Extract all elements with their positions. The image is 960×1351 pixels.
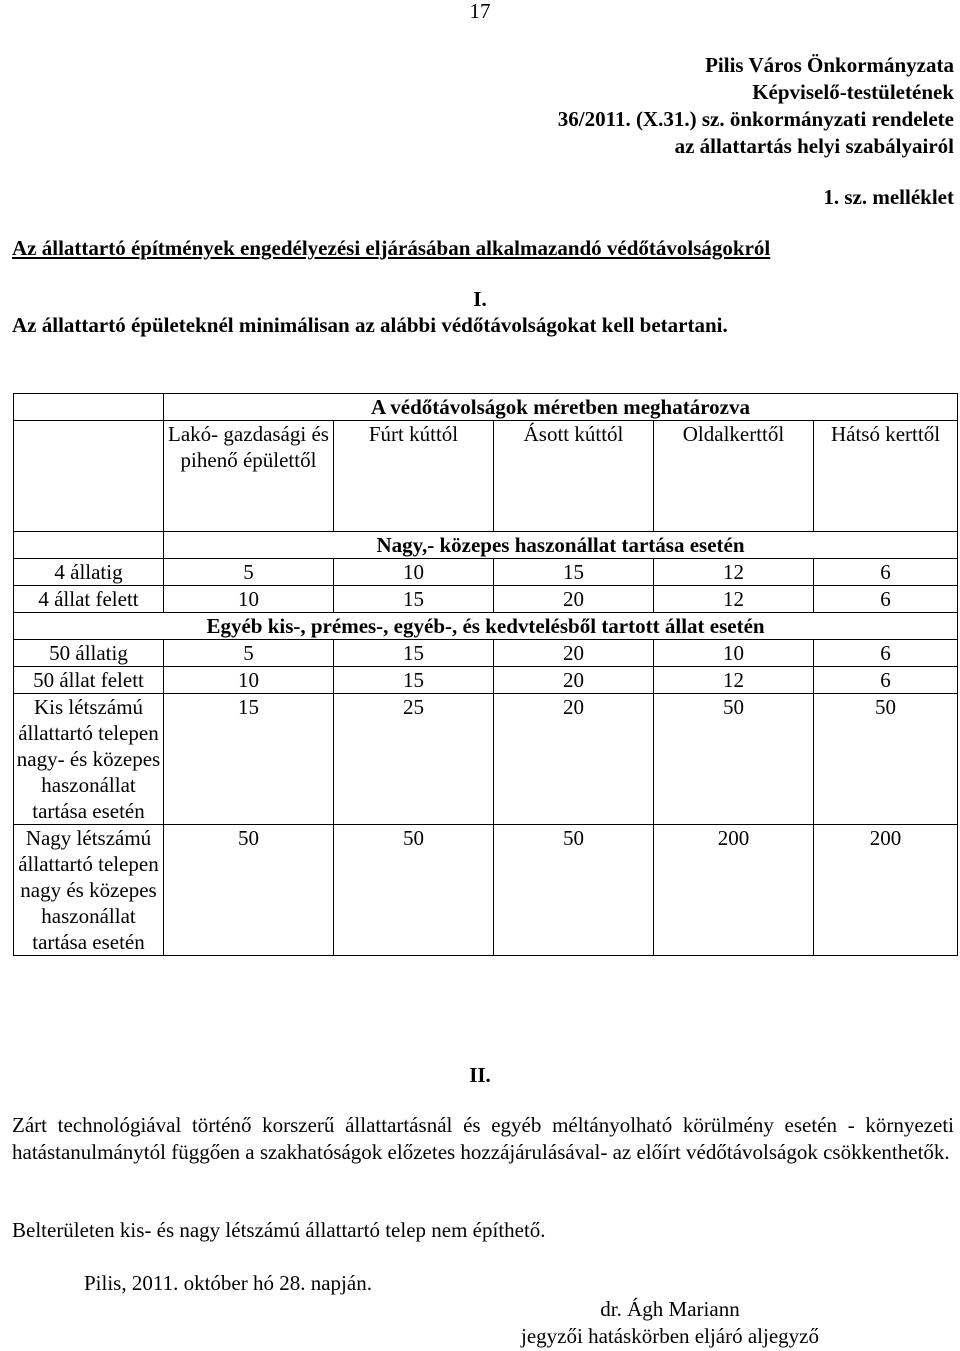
table-header-row [14, 394, 958, 421]
header-line-1: Pilis Város Önkormányzata [705, 53, 954, 77]
table-cell: 5 [164, 640, 334, 667]
table-cell: 20 [494, 694, 654, 825]
distance-table [13, 393, 958, 956]
table-cell: 200 [654, 825, 814, 956]
header-line-2: Képviselő-testületének [752, 80, 954, 104]
table-cell: 15 [334, 640, 494, 667]
group-2-title-row [14, 613, 958, 640]
empty-corner-cell [14, 394, 164, 421]
table-main-header: A védőtávolságok méretben meghatározva [164, 394, 958, 421]
section-2-number: II. [469, 1063, 491, 1087]
table-cell: 5 [164, 559, 334, 586]
section-1-number: I. [473, 287, 487, 311]
row-label: 50 állat felett [14, 667, 164, 694]
table-cell: 12 [654, 559, 814, 586]
group-2-title: Egyéb kis-, prémes-, egyéb-, és kedvtelésből tartott állat esetén [14, 613, 958, 640]
group-1-title: Nagy,- közepes haszonállat tartása esetén [164, 532, 958, 559]
column-header-back-garden: Hátsó kerttől [814, 421, 958, 532]
table-cell: 20 [494, 640, 654, 667]
table-cell: 6 [814, 667, 958, 694]
annex-label: 1. sz. melléklet [823, 185, 954, 209]
table-cell: 200 [814, 825, 958, 956]
table-cell: 50 [334, 825, 494, 956]
table-cell: 6 [814, 559, 958, 586]
table-cell: 15 [334, 667, 494, 694]
signature-block [505, 1296, 835, 1350]
row-label: 50 állatig [14, 640, 164, 667]
table-row [14, 586, 958, 613]
table-cell: 10 [164, 586, 334, 613]
column-header-side-garden: Oldalkerttől [654, 421, 814, 532]
group-1-title-row [14, 532, 958, 559]
table-cell: 12 [654, 667, 814, 694]
table-row [14, 667, 958, 694]
row-label: 4 állat felett [14, 586, 164, 613]
table-cell: 20 [494, 667, 654, 694]
signer-title: jegyzői hatáskörben eljáró aljegyző [521, 1324, 819, 1348]
section-1-text: Az állattartó épületeknél minimálisan az alábbi védőtávolságokat kell betartani. [12, 313, 728, 337]
place-and-date: Pilis, 2011. október hó 28. napján. [84, 1271, 372, 1295]
table-cell: 6 [814, 640, 958, 667]
table-row [14, 825, 958, 956]
column-header-residential: Lakó- gazdasági és pihenő épülettől [164, 421, 334, 532]
section-2-paragraph-2: Belterületen kis- és nagy létszámú állattartó telep nem építhető. [12, 1218, 546, 1242]
table-cell: 15 [164, 694, 334, 825]
page-number: 17 [469, 0, 491, 23]
empty-label-cell [14, 421, 164, 532]
section-2-paragraph-1: Zárt technológiával történő korszerű állattartásnál és egyéb méltányolható körülmény esetén - környezeti hatástanulmánytól függően a szakhatóságok előzetes hozzájárulásával- az előírt védőtávolságok csökkenthetők. [12, 1113, 954, 1164]
table-cell: 15 [494, 559, 654, 586]
table-cell: 10 [334, 559, 494, 586]
column-header-drilled-well: Fúrt kúttól [334, 421, 494, 532]
table-cell: 6 [814, 586, 958, 613]
table-cell: 12 [654, 586, 814, 613]
table-row [14, 559, 958, 586]
empty-group-cell [14, 532, 164, 559]
table-cell: 20 [494, 586, 654, 613]
table-cell: 50 [164, 825, 334, 956]
table-row [14, 694, 958, 825]
table-cell: 10 [164, 667, 334, 694]
row-label: Nagy létszámú állattartó telepen nagy és közepes haszonállat tartása esetén [14, 825, 164, 956]
table-cell: 50 [814, 694, 958, 825]
document-title: Az állattartó építmények engedélyezési eljárásában alkalmazandó védőtávolságokról [12, 236, 771, 260]
table-row [14, 640, 958, 667]
row-label: Kis létszámú állattartó telepen nagy- és közepes haszonállat tartása esetén [14, 694, 164, 825]
table-cell: 50 [494, 825, 654, 956]
table-cell: 25 [334, 694, 494, 825]
ordinance-header [558, 52, 954, 160]
signer-name: dr. Ágh Mariann [600, 1297, 740, 1321]
table-column-header-row [14, 421, 958, 532]
row-label: 4 állatig [14, 559, 164, 586]
table-cell: 50 [654, 694, 814, 825]
table-cell: 15 [334, 586, 494, 613]
column-header-dug-well: Ásott kúttól [494, 421, 654, 532]
header-line-4: az állattartás helyi szabályairól [674, 134, 954, 158]
table-cell: 10 [654, 640, 814, 667]
header-line-3: 36/2011. (X.31.) sz. önkormányzati rendelete [557, 107, 954, 131]
